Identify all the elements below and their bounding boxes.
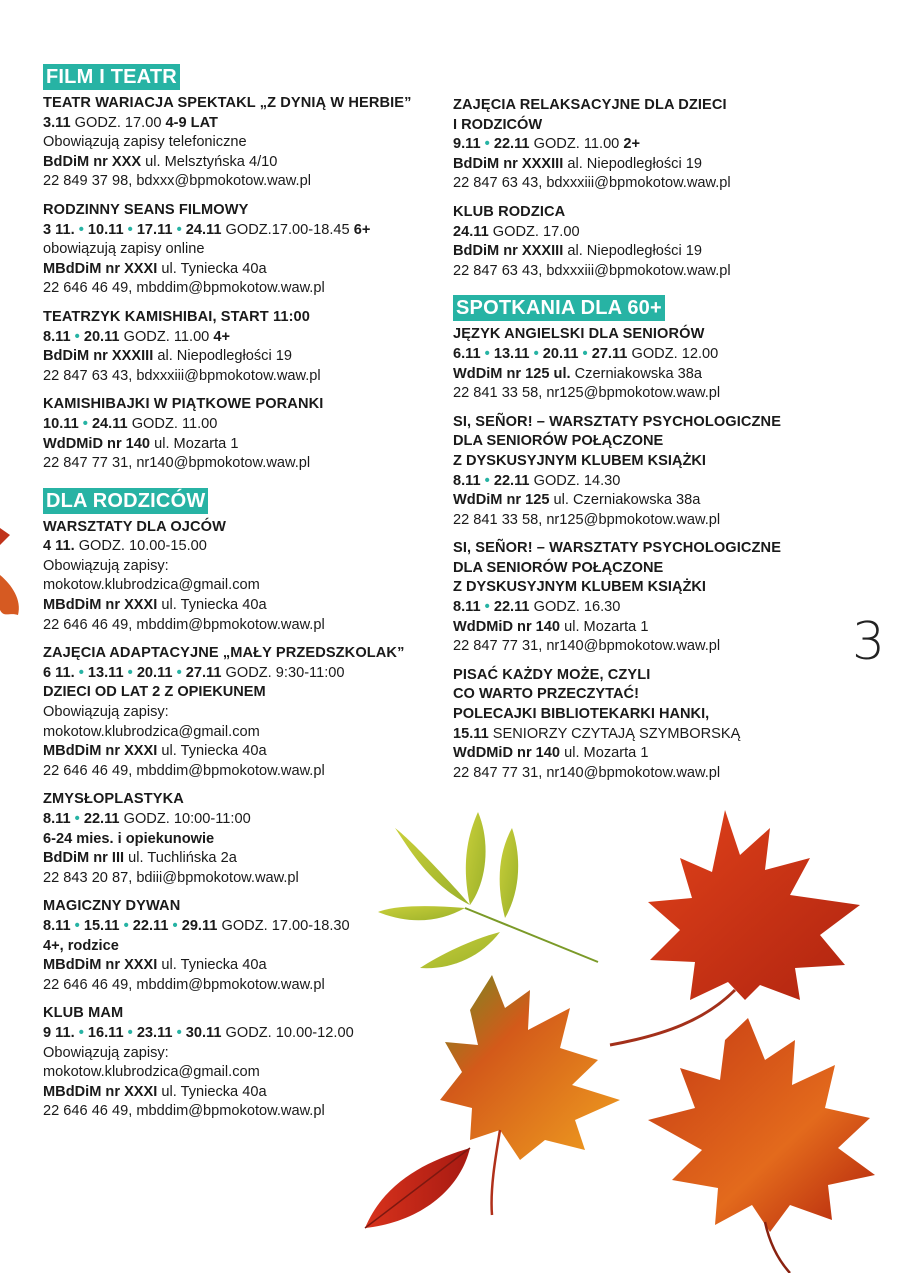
event-detail-line bbox=[43, 576, 443, 596]
event-title bbox=[43, 518, 443, 538]
text-segment: ul. Tyniecka 40a bbox=[157, 957, 267, 974]
event-detail-line bbox=[43, 917, 443, 937]
text-segment: 8.11 bbox=[453, 472, 481, 489]
bullet-separator: • bbox=[480, 472, 494, 489]
event-title bbox=[43, 897, 443, 917]
event-detail-line bbox=[453, 116, 853, 136]
event-item bbox=[453, 96, 853, 194]
text-segment: 22 646 46 49, mbddim@bpmokotow.waw.pl bbox=[43, 616, 325, 633]
text-segment: ul. Tyniecka 40a bbox=[157, 1083, 267, 1100]
text-segment: ZAJĘCIA ADAPTACYJNE „MAŁY PRZEDSZKOLAK” bbox=[43, 645, 405, 662]
event-detail-line bbox=[43, 240, 443, 260]
text-segment: Obowiązują zapisy: bbox=[43, 704, 169, 721]
text-segment: TEATR WARIACJA SPEKTAKL „Z DYNIĄ W HERBIE” bbox=[43, 95, 412, 111]
event-detail-line bbox=[43, 596, 443, 616]
bullet-separator: • bbox=[172, 221, 186, 238]
text-segment: SENIORZY CZYTAJĄ SZYMBORSKĄ bbox=[488, 725, 741, 742]
section bbox=[43, 488, 443, 1122]
event-detail-line bbox=[453, 452, 853, 472]
text-segment: GODZ. 11.00 bbox=[119, 328, 214, 345]
event-detail-line bbox=[453, 725, 853, 745]
event-item bbox=[453, 325, 853, 403]
event-item bbox=[453, 666, 853, 784]
text-segment: KLUB RODZICA bbox=[453, 203, 566, 220]
event-detail-line bbox=[43, 703, 443, 723]
bullet-separator: • bbox=[70, 811, 84, 827]
text-segment: 3.11 bbox=[43, 114, 71, 131]
event-detail-line bbox=[43, 133, 443, 153]
text-segment: 20.11 bbox=[136, 664, 173, 681]
text-segment: WdDiM nr 125 ul. bbox=[453, 365, 571, 382]
event-title bbox=[453, 539, 853, 559]
text-segment: 3 11. bbox=[43, 221, 75, 238]
text-segment: 22 646 46 49, mbddim@bpmokotow.waw.pl bbox=[43, 762, 325, 779]
event-detail-line bbox=[43, 742, 443, 762]
event-detail-line bbox=[43, 328, 443, 348]
text-segment: GODZ. 11.00 bbox=[529, 136, 624, 153]
text-segment: ZAJĘCIA RELAKSACYJNE DLA DZIECI bbox=[453, 97, 727, 113]
text-segment: 22 847 77 31, nr140@bpmokotow.waw.pl bbox=[453, 764, 721, 781]
bullet-separator: • bbox=[480, 136, 494, 153]
event-detail-line bbox=[453, 365, 853, 385]
event-title bbox=[43, 790, 443, 810]
event-detail-line bbox=[453, 491, 853, 511]
text-segment: ul. Mozarta 1 bbox=[150, 435, 239, 452]
text-segment: 22.11 bbox=[83, 811, 120, 827]
text-segment: 8.11 bbox=[453, 599, 481, 616]
text-segment: GODZ. 16.30 bbox=[529, 599, 621, 616]
text-segment: ul. Melsztyńska 4/10 bbox=[141, 153, 278, 170]
text-segment: JĘZYK ANGIELSKI DLA SENIORÓW bbox=[453, 326, 705, 343]
event-title bbox=[453, 666, 853, 686]
text-segment: 4-9 LAT bbox=[165, 114, 218, 131]
bullet-separator: • bbox=[123, 664, 137, 681]
text-segment: 23.11 bbox=[136, 1024, 173, 1041]
text-segment: 22 646 46 49, mbddim@bpmokotow.waw.pl bbox=[43, 280, 325, 297]
text-segment: TEATRZYK KAMISHIBAI, START 11:00 bbox=[43, 308, 310, 325]
text-segment: KAMISHIBAJKI W PIĄTKOWE PORANKI bbox=[43, 396, 324, 413]
event-item bbox=[453, 203, 853, 281]
event-detail-line bbox=[453, 345, 853, 365]
text-segment: 27.11 bbox=[185, 664, 222, 681]
bullet-separator: • bbox=[480, 599, 494, 616]
text-segment: 4 11. bbox=[43, 538, 75, 555]
text-segment: 4+ bbox=[213, 328, 230, 345]
text-segment: 27.11 bbox=[591, 345, 628, 362]
event-detail-line bbox=[453, 618, 853, 638]
text-segment: 22 847 63 43, bdxxxiii@bpmokotow.waw.pl bbox=[453, 175, 731, 192]
orange-maple-leaf-icon bbox=[440, 975, 620, 1215]
bullet-separator: • bbox=[78, 415, 92, 432]
text-segment: Obowiązują zapisy: bbox=[43, 1044, 169, 1061]
text-segment: MBdDiM nr XXXI bbox=[43, 743, 158, 760]
text-segment: 30.11 bbox=[185, 1024, 222, 1041]
bullet-separator: • bbox=[70, 917, 84, 934]
text-segment: 22 847 63 43, bdxxxiii@bpmokotow.waw.pl bbox=[43, 367, 321, 384]
text-segment: 22 841 33 58, nr125@bpmokotow.waw.pl bbox=[453, 385, 721, 402]
text-segment: CO WARTO PRZECZYTAĆ! bbox=[453, 686, 639, 703]
text-segment: GODZ. 10:00-11:00 bbox=[119, 811, 251, 827]
event-detail-line bbox=[43, 956, 443, 976]
text-segment: al. Niepodległości 19 bbox=[563, 243, 703, 260]
section-heading: FILM I TEATR bbox=[43, 64, 180, 90]
event-item bbox=[43, 308, 443, 386]
event-detail-line bbox=[43, 869, 443, 889]
text-segment: 22 841 33 58, nr125@bpmokotow.waw.pl bbox=[453, 511, 721, 528]
text-segment: 15.11 bbox=[453, 725, 489, 742]
text-segment: WARSZTATY DLA OJCÓW bbox=[43, 518, 226, 535]
event-detail-line bbox=[453, 472, 853, 492]
text-segment: obowiązują zapisy online bbox=[43, 241, 205, 258]
text-segment: GODZ. 17.00 bbox=[70, 114, 166, 131]
event-detail-line bbox=[43, 347, 443, 367]
event-item bbox=[43, 1004, 443, 1122]
event-detail-line bbox=[43, 172, 443, 192]
text-segment: BdDiM nr XXXIII bbox=[43, 348, 154, 365]
event-title bbox=[453, 96, 853, 116]
text-segment: 9 11. bbox=[43, 1024, 75, 1041]
text-segment: GODZ. 17.00-18.30 bbox=[217, 917, 350, 934]
event-item bbox=[43, 201, 443, 299]
event-title bbox=[453, 325, 853, 345]
event-detail-line bbox=[43, 435, 443, 455]
event-detail-line bbox=[453, 384, 853, 404]
text-segment: 15.11 bbox=[83, 917, 120, 934]
text-segment: MBdDiM nr XXXI bbox=[43, 1083, 158, 1100]
text-segment: 8.11 bbox=[43, 917, 71, 934]
edge-leaf-icon bbox=[0, 528, 19, 615]
text-segment: 22 847 77 31, nr140@bpmokotow.waw.pl bbox=[43, 455, 311, 472]
event-detail-line bbox=[453, 705, 853, 725]
text-segment: 16.11 bbox=[87, 1024, 124, 1041]
small-red-leaf-icon bbox=[365, 1148, 470, 1228]
bullet-separator: • bbox=[70, 328, 84, 345]
text-segment: BdDiM nr XXXIII bbox=[453, 155, 564, 172]
event-detail-line bbox=[43, 221, 443, 241]
text-segment: 9.11 bbox=[453, 136, 481, 153]
dark-maple-leaf-icon bbox=[648, 1018, 875, 1273]
bullet-separator: • bbox=[172, 664, 186, 681]
event-detail-line bbox=[453, 174, 853, 194]
event-title bbox=[43, 308, 443, 328]
event-detail-line bbox=[453, 744, 853, 764]
text-segment: 13.11 bbox=[493, 345, 530, 362]
text-segment: 6 11. bbox=[43, 664, 75, 681]
text-segment: 22 847 63 43, bdxxxiii@bpmokotow.waw.pl bbox=[453, 262, 731, 279]
event-detail-line bbox=[43, 937, 443, 957]
event-title bbox=[43, 94, 443, 114]
event-item bbox=[43, 395, 443, 473]
text-segment: I RODZICÓW bbox=[453, 116, 543, 133]
event-title bbox=[43, 644, 443, 664]
text-segment: Obowiązują zapisy telefoniczne bbox=[43, 134, 247, 151]
text-segment: BdDiM nr XXX bbox=[43, 153, 142, 170]
event-detail-line bbox=[43, 616, 443, 636]
event-detail-line bbox=[43, 367, 443, 387]
bullet-separator: • bbox=[529, 345, 543, 362]
text-segment: MBdDiM nr XXXI bbox=[43, 260, 158, 277]
text-segment: 17.11 bbox=[136, 221, 173, 238]
text-segment: 22.11 bbox=[132, 917, 169, 934]
text-segment: ul. Tuchlińska 2a bbox=[124, 850, 237, 867]
event-detail-line bbox=[43, 1102, 443, 1122]
text-segment: DLA SENIORÓW POŁĄCZONE bbox=[453, 433, 664, 450]
section-heading: DLA RODZICÓW bbox=[43, 488, 208, 514]
text-segment: al. Niepodległości 19 bbox=[153, 348, 293, 365]
event-detail-line bbox=[453, 223, 853, 243]
event-detail-line bbox=[43, 976, 443, 996]
text-segment: mokotow.klubrodzica@gmail.com bbox=[43, 723, 260, 740]
text-segment: GODZ. 11.00 bbox=[127, 415, 218, 432]
event-detail-line bbox=[43, 723, 443, 743]
event-item bbox=[43, 644, 443, 781]
text-segment: 22 847 77 31, nr140@bpmokotow.waw.pl bbox=[453, 638, 721, 655]
text-segment: KLUB MAM bbox=[43, 1005, 124, 1022]
text-segment: WdDMiD nr 140 bbox=[453, 745, 561, 762]
text-segment: GODZ. 9:30-11:00 bbox=[221, 664, 345, 681]
text-segment: ul. Mozarta 1 bbox=[560, 745, 649, 762]
event-detail-line bbox=[43, 664, 443, 684]
text-segment: ZMYSŁOPLASTYKA bbox=[43, 791, 184, 808]
event-detail-line bbox=[453, 685, 853, 705]
event-detail-line bbox=[453, 135, 853, 155]
event-title bbox=[453, 413, 853, 433]
bullet-separator: • bbox=[123, 1024, 137, 1041]
text-segment: 4+, rodzice bbox=[43, 937, 119, 954]
section-heading: SPOTKANIA DLA 60+ bbox=[453, 295, 665, 321]
text-segment: 8.11 bbox=[43, 811, 71, 827]
text-segment: PISAĆ KAŻDY MOŻE, CZYLI bbox=[453, 666, 651, 683]
event-detail-line bbox=[43, 1024, 443, 1044]
event-detail-line bbox=[453, 262, 853, 282]
event-title bbox=[43, 201, 443, 221]
event-item bbox=[453, 413, 853, 531]
text-segment: 29.11 bbox=[181, 917, 218, 934]
text-segment: ul. Tyniecka 40a bbox=[157, 260, 267, 277]
text-segment: 20.11 bbox=[542, 345, 579, 362]
event-detail-line bbox=[453, 578, 853, 598]
text-segment: MBdDiM nr XXXI bbox=[43, 597, 158, 614]
text-segment: ul. Czerniakowska 38a bbox=[549, 492, 701, 509]
text-segment: 6.11 bbox=[453, 345, 481, 362]
event-item bbox=[43, 518, 443, 636]
event-item bbox=[453, 539, 853, 657]
text-segment: Z DYSKUSYJNYM KLUBEM KSIĄŻKI bbox=[453, 579, 706, 596]
event-detail-line bbox=[453, 242, 853, 262]
event-detail-line bbox=[43, 260, 443, 280]
text-segment: DLA SENIORÓW POŁĄCZONE bbox=[453, 559, 664, 576]
event-detail-line bbox=[43, 1083, 443, 1103]
event-detail-line bbox=[453, 764, 853, 784]
text-segment: 6-24 mies. i opiekunowie bbox=[43, 830, 215, 847]
left-column bbox=[43, 64, 443, 1136]
text-segment: ul. Tyniecka 40a bbox=[157, 597, 267, 614]
text-segment: 22 646 46 49, mbddim@bpmokotow.waw.pl bbox=[43, 1103, 325, 1120]
text-segment: 10.11 bbox=[43, 415, 79, 432]
text-segment: GODZ. 10.00-12.00 bbox=[221, 1024, 354, 1041]
text-segment: 20.11 bbox=[83, 328, 120, 345]
text-segment: SI, SEÑOR! – WARSZTATY PSYCHOLOGICZNE bbox=[453, 413, 782, 430]
text-segment: GODZ. 12.00 bbox=[627, 345, 719, 362]
text-segment: 10.11 bbox=[87, 221, 124, 238]
text-segment: 22 849 37 98, bdxxx@bpmokotow.waw.pl bbox=[43, 173, 311, 190]
text-segment: MAGICZNY DYWAN bbox=[43, 898, 181, 915]
event-detail-line bbox=[43, 849, 443, 869]
bullet-separator: • bbox=[578, 345, 592, 362]
text-segment: 22 646 46 49, mbddim@bpmokotow.waw.pl bbox=[43, 976, 325, 993]
text-segment: ul. Tyniecka 40a bbox=[157, 743, 267, 760]
event-detail-line bbox=[453, 155, 853, 175]
text-segment: 8.11 bbox=[43, 328, 71, 345]
text-segment: RODZINNY SEANS FILMOWY bbox=[43, 201, 249, 218]
event-detail-line bbox=[453, 598, 853, 618]
event-title bbox=[43, 1004, 443, 1024]
event-detail-line bbox=[43, 810, 443, 830]
text-segment: mokotow.klubrodzica@gmail.com bbox=[43, 1064, 260, 1081]
text-segment: POLECAJKI BIBLIOTEKARKI HANKI, bbox=[453, 706, 710, 723]
bullet-separator: • bbox=[172, 1024, 186, 1041]
text-segment: SI, SEÑOR! – WARSZTATY PSYCHOLOGICZNE bbox=[453, 540, 782, 557]
text-segment: GODZ. 17.00 bbox=[488, 223, 580, 240]
event-detail-line bbox=[43, 557, 443, 577]
event-item bbox=[43, 897, 443, 995]
text-segment: WdDMiD nr 140 bbox=[453, 618, 561, 635]
text-segment: mokotow.klubrodzica@gmail.com bbox=[43, 577, 260, 594]
text-segment: WdDiM nr 125 bbox=[453, 492, 550, 509]
event-detail-line bbox=[43, 415, 443, 435]
event-detail-line bbox=[43, 1044, 443, 1064]
text-segment: 22.11 bbox=[493, 472, 530, 489]
text-segment: Czerniakowska 38a bbox=[570, 365, 702, 382]
bullet-separator: • bbox=[74, 664, 88, 681]
text-segment: 22.11 bbox=[493, 136, 530, 153]
event-detail-line bbox=[43, 279, 443, 299]
bullet-separator: • bbox=[123, 221, 137, 238]
bullet-separator: • bbox=[74, 1024, 88, 1041]
event-detail-line bbox=[453, 432, 853, 452]
text-segment: GODZ. 14.30 bbox=[529, 472, 621, 489]
event-item bbox=[43, 790, 443, 888]
bullet-separator: • bbox=[74, 221, 88, 238]
text-segment: WdDMiD nr 140 bbox=[43, 435, 151, 452]
event-detail-line bbox=[43, 153, 443, 173]
text-segment: BdDiM nr XXXIII bbox=[453, 243, 564, 260]
text-segment: 2+ bbox=[623, 136, 640, 153]
text-segment: 24.11 bbox=[185, 221, 222, 238]
text-segment: 24.11 bbox=[453, 223, 489, 240]
bullet-separator: • bbox=[480, 345, 494, 362]
bullet-separator: • bbox=[119, 917, 133, 934]
text-segment: MBdDiM nr XXXI bbox=[43, 957, 158, 974]
event-title bbox=[453, 203, 853, 223]
text-segment: DZIECI OD LAT 2 Z OPIEKUNEM bbox=[43, 684, 266, 701]
section bbox=[43, 64, 443, 474]
page-number: 3 bbox=[852, 612, 886, 672]
section bbox=[453, 295, 853, 783]
event-detail-line bbox=[453, 559, 853, 579]
event-item bbox=[43, 94, 443, 192]
event-detail-line bbox=[43, 683, 443, 703]
event-detail-line bbox=[43, 114, 443, 134]
right-column bbox=[453, 96, 853, 797]
text-segment: Obowiązują zapisy: bbox=[43, 557, 169, 574]
event-detail-line bbox=[43, 1063, 443, 1083]
text-segment: 13.11 bbox=[87, 664, 124, 681]
section bbox=[453, 96, 853, 281]
event-detail-line bbox=[453, 511, 853, 531]
text-segment: GODZ.17.00-18.45 bbox=[221, 221, 354, 238]
event-detail-line bbox=[43, 762, 443, 782]
text-segment: 22.11 bbox=[493, 599, 530, 616]
text-segment: Z DYSKUSYJNYM KLUBEM KSIĄŻKI bbox=[453, 452, 706, 469]
text-segment: 22 843 20 87, bdiii@bpmokotow.waw.pl bbox=[43, 869, 299, 886]
text-segment: al. Niepodległości 19 bbox=[563, 155, 703, 172]
text-segment: ul. Mozarta 1 bbox=[560, 618, 649, 635]
text-segment: 24.11 bbox=[91, 415, 128, 432]
text-segment: GODZ. 10.00-15.00 bbox=[74, 538, 207, 555]
red-maple-leaf-icon bbox=[610, 810, 860, 1045]
event-title bbox=[43, 395, 443, 415]
text-segment: BdDiM nr III bbox=[43, 850, 125, 867]
event-detail-line bbox=[453, 637, 853, 657]
event-detail-line bbox=[43, 537, 443, 557]
event-detail-line bbox=[43, 454, 443, 474]
text-segment: 6+ bbox=[353, 221, 371, 238]
bullet-separator: • bbox=[168, 917, 182, 934]
event-detail-line bbox=[43, 830, 443, 850]
